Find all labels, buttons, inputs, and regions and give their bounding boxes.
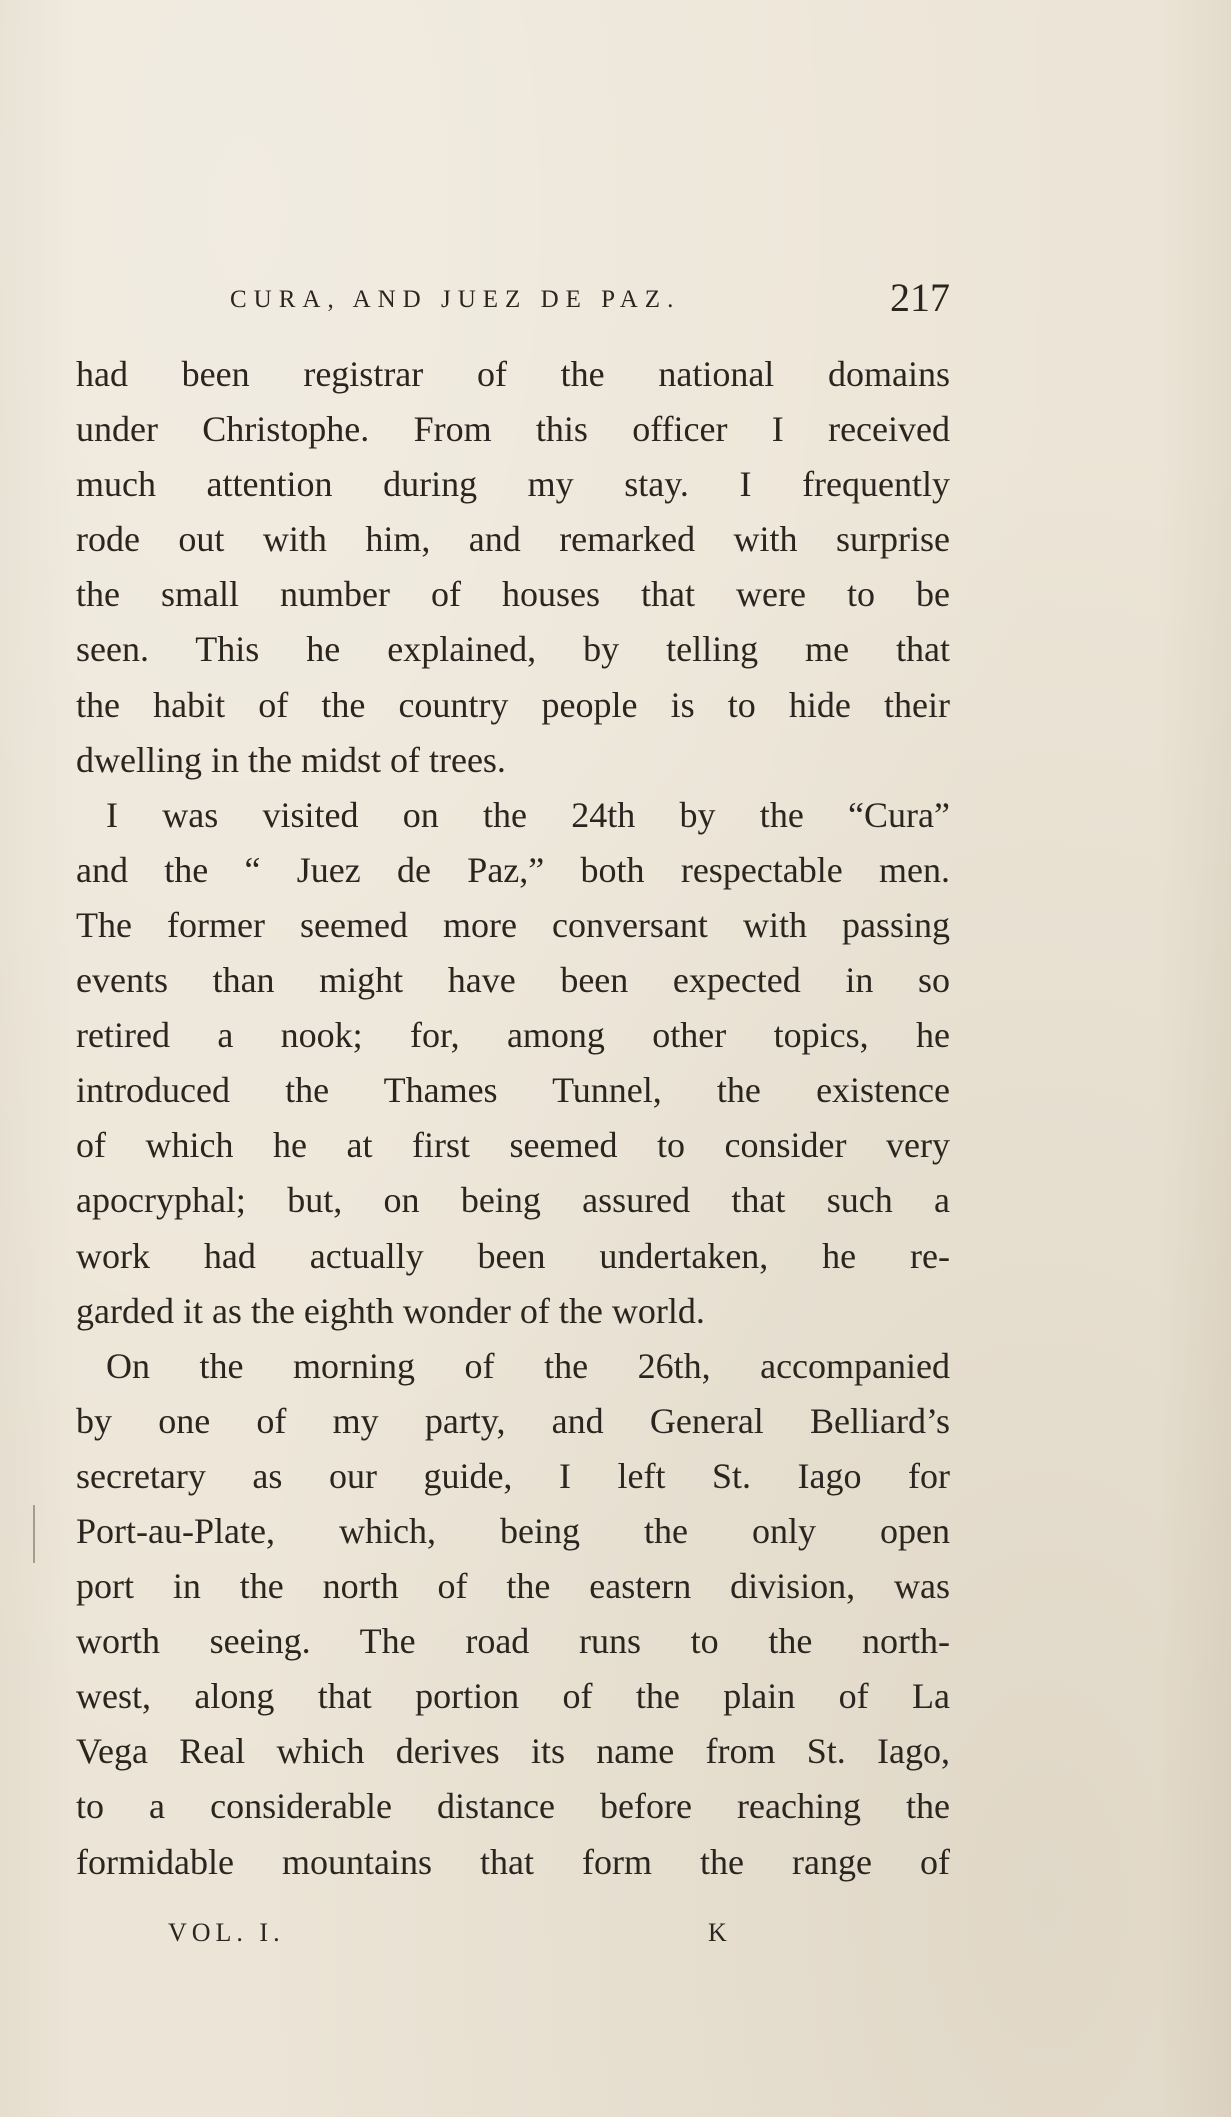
text-line: garded it as the eighth wonder of the world.	[76, 1290, 705, 1331]
running-title: CURA, AND JUEZ DE PAZ.	[230, 286, 681, 313]
text-line: and the “ Juez de Paz,” both respectable men.	[76, 849, 950, 890]
text-line: events than might have been expected in so	[76, 960, 950, 1001]
text-line: retired a nook; for, among other topics, he	[76, 1015, 950, 1056]
volume-signature: VOL. I.	[168, 1918, 285, 1947]
text-line: rode out with him, and remarked with surprise	[76, 519, 950, 560]
text-line: to a considerable distance before reaching the	[76, 1786, 950, 1827]
text-line: apocryphal; but, on being assured that such a	[76, 1180, 950, 1221]
text-line: formidable mountains that form the range of	[76, 1841, 950, 1882]
text-line: secretary as our guide, I left St. Iago for	[76, 1455, 950, 1496]
text-line: under Christophe. From this officer I received	[76, 409, 950, 450]
text-line: had been registrar of the national domains	[76, 354, 950, 394]
text-line: of which he at first seemed to consider very	[76, 1125, 950, 1166]
text-line: I was visited on the 24th by the “Cura”	[106, 794, 950, 835]
text-line: worth seeing. The road runs to the north-	[76, 1621, 950, 1662]
running-head	[230, 268, 950, 328]
text-line: Vega Real which derives its name from St. Iago,	[76, 1731, 950, 1772]
page-number: 217	[890, 275, 950, 320]
text-line: seen. This he explained, by telling me that	[76, 629, 950, 670]
page-footer	[168, 1918, 728, 1958]
text-line: introduced the Thames Tunnel, the existence	[76, 1070, 950, 1111]
text-line: The former seemed more conversant with passing	[76, 904, 950, 945]
text-line: On the morning of the 26th, accompanied	[106, 1345, 950, 1386]
text-line: the small number of houses that were to be	[76, 574, 950, 615]
margin-pencil-mark	[33, 1505, 35, 1563]
text-line: west, along that portion of the plain of La	[76, 1676, 950, 1717]
text-line: by one of my party, and General Belliard’s	[76, 1400, 950, 1441]
text-line: work had actually been undertaken, he re-	[76, 1235, 950, 1276]
signature-mark: K	[708, 1918, 727, 1947]
text-line: port in the north of the eastern division, was	[76, 1566, 950, 1607]
body-text	[76, 347, 950, 1890]
text-line: the habit of the country people is to hide their	[76, 684, 950, 725]
text-line: much attention during my stay. I frequently	[76, 464, 950, 505]
text-line: dwelling in the midst of trees.	[76, 739, 506, 780]
text-line: Port-au-Plate, which, being the only open	[76, 1510, 950, 1551]
